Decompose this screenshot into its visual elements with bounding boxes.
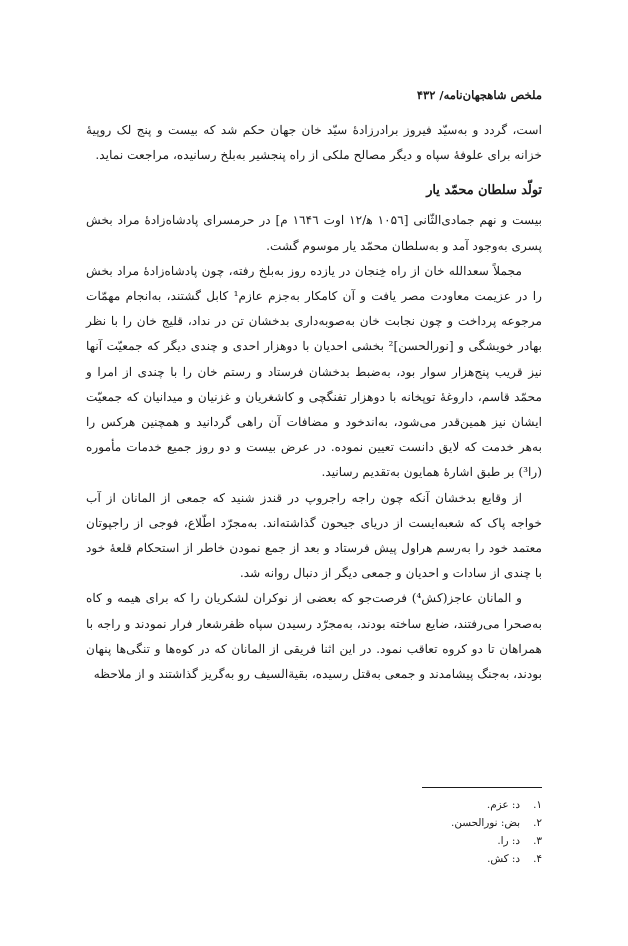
footnote-text: د: عزم. [486,799,520,811]
footnotes [86,796,542,868]
paragraph-saadullah: مجملاً سعدالله خان از راه خِنجان در یازده روز به‌بلخ رفته، چون پادشاه‌زادهٔ مراد بخش را در عزیمت معاودت مصر یافت و آن کامکار به‌جزم عازم¹ کابل گشتند، به‌انجام مهمّات مرجوعه پرداخت و چون نجابت خان به‌صوبه‌داری بدخشان تن در نداد، قلیج خان را با نظر بهادر خویشگی و [نورالحسن]² بخشی احدیان با دوهزار احدی و چندی دیگر که جمعیّت آنها نیز قریب پنج‌هزار سوار بود، به‌ضبط بدخشان فرستاد و رستم خان را با چندی از امرا و محمّد قاسم، داروغهٔ توپخانه با دوهزار تفنگچی و کاشغریان و غزنیان و میدانیان که جمعیّت ایشان نیز همین‌قدر می‌شود، به‌اندخود و مضافات آن راهی گردانید و همچنین هرکس را به‌هر خدمت که لایق دانست تعیین نموده. در عرض بیست و دو روز جمیع خدمات مأموره (را³) بر طبق اشارهٔ همایون به‌تقدیم رسانید. [86,263,542,480]
paragraph-almanan: و المانان عاجز(کش⁴) فرصت‌جو که بعضی از نوکران لشکریان را که برای هیمه و کاه به‌صحرا می‌رفتند، ضایع ساخته بودند، به‌مجرّد رسیدن سپاه ظفرشعار فرار نمودند و راجه با همراهان تا دو کروه تعاقب نمود. در این اثنا فریقی از المانان که در کوه‌ها و تنگی‌ها پنهان بودند، به‌جنگ پیشامدند و جمعی به‌قتل رسیده، بقیةالسیف رو به‌گریز گذاشتند و از ملاحظه [86,591,542,682]
footnote-divider [422,787,542,788]
paragraph-badakhshan: از وقایع بدخشان آنکه چون راجه راجروپ در قندز شنید که جمعی از المانان از آب خواجه پاک که شعبه‌ایست از دریای جیحون گذاشته‌اند. به‌مجرّد اطّلاع، فوجی از راجپوتان معتمد خود را به‌رسم هراول پیش فرستاد و بعد از جمع نمودن خاطر از استحکام قلعهٔ خود با چندی از سادات و احدیان و جمعی دیگر از دنبال روانه شد. [86,490,542,581]
section-heading: تولّد سلطان محمّد یار [426,183,542,199]
footnote-text: د: را. [497,835,520,847]
running-head: ملخص شاهجهان‌نامه/ ۴۳۲ [416,88,542,102]
footnote-item [86,796,542,814]
footnote-item [86,814,542,832]
footnote-number: ۴. [533,853,542,865]
footnote-text: بض: نورالحسن. [451,817,520,829]
footnote-number: ۱. [533,799,542,811]
body-text [86,118,542,687]
footnote-number: ۲. [533,817,542,829]
footnote-item [86,850,542,868]
intro-paragraph: است، گردد و به‌سیّد فیروز برادرزادهٔ سیّد خان جهان حکم شد که بیست و پنج لک روپیهٔ خزانه برای علوفهٔ سپاه و دیگر مصالح ملکی از راه پنجشیر به‌بلخ رسانیده، مراجعت نماید. [86,123,542,163]
footnote-number: ۳. [533,835,542,847]
paragraph-birth: بیست و نهم جمادی‌الثّانی [۱۰۵٦ ه‍/۱۲ اوت ۱٦۴٦ م] در حرمسرای پادشاه‌زادهٔ مراد بخش پسری به‌وجود آمد و به‌سلطان محمّد یار موسوم گشت. [86,213,542,253]
footnote-item [86,832,542,850]
footnote-text: د: کش. [487,853,520,865]
